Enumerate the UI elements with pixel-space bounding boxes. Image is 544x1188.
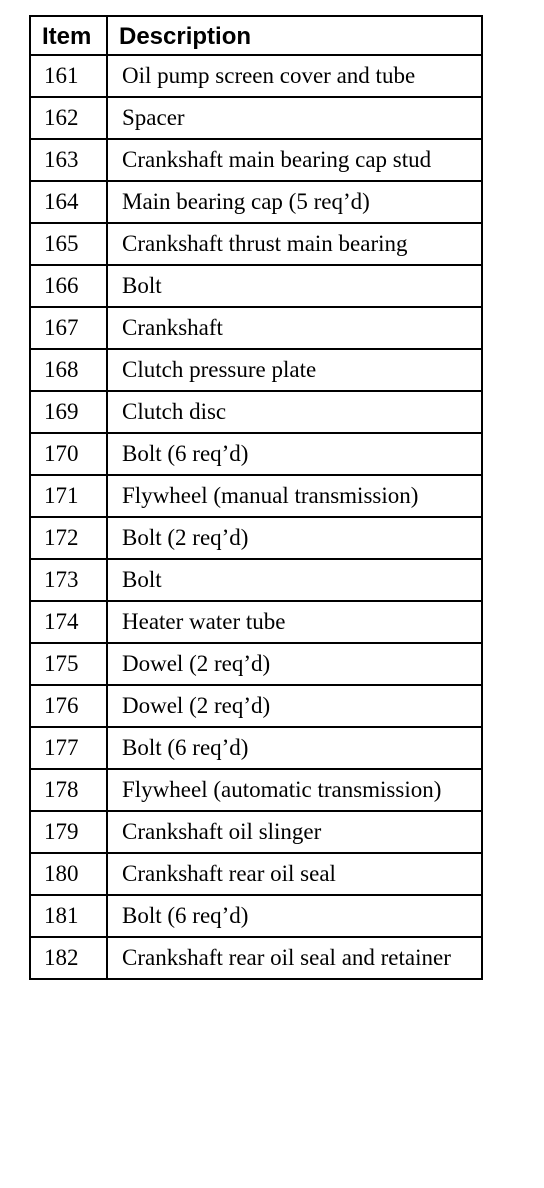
description-cell: Bolt (6 req’d) bbox=[107, 727, 482, 769]
table-row bbox=[30, 307, 482, 349]
description-cell: Crankshaft main bearing cap stud bbox=[107, 139, 482, 181]
item-number-cell: 170 bbox=[30, 433, 107, 475]
table-row bbox=[30, 139, 482, 181]
description-cell: Main bearing cap (5 req’d) bbox=[107, 181, 482, 223]
description-cell: Crankshaft rear oil seal bbox=[107, 853, 482, 895]
item-number-cell: 162 bbox=[30, 97, 107, 139]
description-cell: Dowel (2 req’d) bbox=[107, 643, 482, 685]
item-number-cell: 177 bbox=[30, 727, 107, 769]
item-number-cell: 167 bbox=[30, 307, 107, 349]
item-number-cell: 174 bbox=[30, 601, 107, 643]
table-row bbox=[30, 265, 482, 307]
item-number-cell: 179 bbox=[30, 811, 107, 853]
table-row bbox=[30, 349, 482, 391]
description-cell: Bolt bbox=[107, 265, 482, 307]
description-cell: Bolt bbox=[107, 559, 482, 601]
description-cell: Heater water tube bbox=[107, 601, 482, 643]
item-number-cell: 168 bbox=[30, 349, 107, 391]
description-cell: Clutch disc bbox=[107, 391, 482, 433]
table-row bbox=[30, 811, 482, 853]
table-body bbox=[30, 55, 482, 979]
table-row bbox=[30, 517, 482, 559]
description-cell: Clutch pressure plate bbox=[107, 349, 482, 391]
description-cell: Dowel (2 req’d) bbox=[107, 685, 482, 727]
table-row bbox=[30, 559, 482, 601]
description-cell: Bolt (6 req’d) bbox=[107, 895, 482, 937]
item-number-cell: 169 bbox=[30, 391, 107, 433]
description-cell: Bolt (6 req’d) bbox=[107, 433, 482, 475]
table-row bbox=[30, 769, 482, 811]
table-row bbox=[30, 937, 482, 979]
item-number-cell: 171 bbox=[30, 475, 107, 517]
item-number-cell: 172 bbox=[30, 517, 107, 559]
item-number-cell: 173 bbox=[30, 559, 107, 601]
item-number-cell: 163 bbox=[30, 139, 107, 181]
description-cell: Oil pump screen cover and tube bbox=[107, 55, 482, 97]
item-column-header: Item bbox=[30, 16, 107, 55]
table-row bbox=[30, 895, 482, 937]
description-cell: Crankshaft thrust main bearing bbox=[107, 223, 482, 265]
parts-table bbox=[29, 15, 483, 980]
table-row bbox=[30, 475, 482, 517]
table-row bbox=[30, 181, 482, 223]
item-number-cell: 182 bbox=[30, 937, 107, 979]
item-number-cell: 180 bbox=[30, 853, 107, 895]
table-header bbox=[30, 16, 482, 55]
header-row bbox=[30, 16, 482, 55]
item-number-cell: 166 bbox=[30, 265, 107, 307]
description-cell: Bolt (2 req’d) bbox=[107, 517, 482, 559]
item-number-cell: 181 bbox=[30, 895, 107, 937]
description-cell: Flywheel (automatic transmission) bbox=[107, 769, 482, 811]
table-row bbox=[30, 223, 482, 265]
table-row bbox=[30, 391, 482, 433]
description-cell: Crankshaft oil slinger bbox=[107, 811, 482, 853]
item-number-cell: 175 bbox=[30, 643, 107, 685]
description-cell: Flywheel (manual transmission) bbox=[107, 475, 482, 517]
table-row bbox=[30, 685, 482, 727]
table-row bbox=[30, 601, 482, 643]
item-number-cell: 165 bbox=[30, 223, 107, 265]
table-row bbox=[30, 727, 482, 769]
table-row bbox=[30, 55, 482, 97]
description-cell: Spacer bbox=[107, 97, 482, 139]
item-number-cell: 176 bbox=[30, 685, 107, 727]
table-row bbox=[30, 643, 482, 685]
item-number-cell: 178 bbox=[30, 769, 107, 811]
item-number-cell: 161 bbox=[30, 55, 107, 97]
description-column-header: Description bbox=[107, 16, 482, 55]
description-cell: Crankshaft bbox=[107, 307, 482, 349]
item-number-cell: 164 bbox=[30, 181, 107, 223]
table-row bbox=[30, 853, 482, 895]
table-row bbox=[30, 97, 482, 139]
table-row bbox=[30, 433, 482, 475]
description-cell: Crankshaft rear oil seal and retainer bbox=[107, 937, 482, 979]
